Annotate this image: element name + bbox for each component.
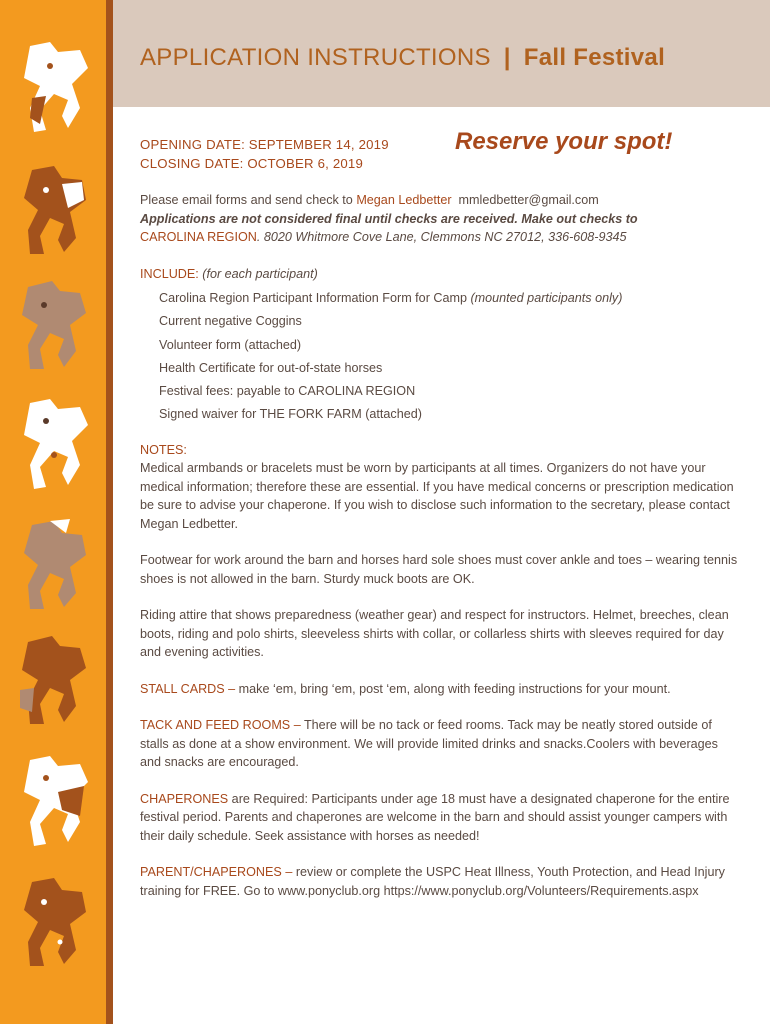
stall-cards-paragraph: STALL CARDS – make ‘em, bring ‘em, post ‘em, along with feeding instructions for your mount. [140, 681, 671, 696]
title-text: APPLICATION INSTRUCTIONS [140, 44, 491, 71]
notes-footwear: Footwear for work around the barn and horses hard sole shoes must cover ankle and toes – wearing tennis shoes is not allowed in the barn. Sturdy muck boots are OK. [140, 553, 738, 586]
horse-pattern-icon [10, 630, 94, 730]
tack-feed-paragraph: TACK AND FEED ROOMS – There will be no tack or feed rooms. Tack may be neatly stored outside of stalls as done at a show environment. We will provide limited drinks and snacks.Coolers with beverages and snacks are encouraged. [140, 718, 718, 770]
tack-feed-label: TACK AND FEED ROOMS – [140, 718, 301, 733]
include-label: INCLUDE: [140, 266, 199, 281]
chaperones-label: CHAPERONES [140, 791, 229, 806]
dates-block [140, 136, 740, 173]
page-title [140, 44, 665, 72]
notes-heading: NOTES: [140, 442, 187, 457]
include-qualifier: (for each participant) [202, 266, 318, 281]
instructions-body [140, 136, 740, 900]
horse-pattern-icon [10, 38, 94, 138]
contact-email-link[interactable]: mmledbetter@gmail.com [458, 193, 599, 207]
subtitle-text: Fall Festival [523, 44, 666, 71]
closing-date: CLOSING DATE: OCTOBER 6, 2019 [140, 155, 363, 171]
payee-name: CAROLINA REGION [140, 230, 257, 244]
include-list [159, 289, 740, 424]
reserve-callout: Reserve your spot! [455, 128, 673, 155]
list-item: Carolina Region Participant Information Form for Camp (mounted participants only) [159, 291, 623, 305]
list-item: Health Certificate for out-of-state horses [159, 360, 383, 375]
horse-pattern-icon [10, 752, 94, 852]
chaperones-paragraph: CHAPERONES are Required: Participants under age 18 must have a designated chaperone for the entire festival period. Parents and chaperones are welcome in the barn and should assist younger campers with their daily schedule. Seek assistance with horses as needed! [140, 791, 730, 843]
horse-pattern-icon [10, 515, 94, 615]
list-item: Festival fees: payable to CAROLINA REGION [159, 384, 416, 399]
list-item: Volunteer form (attached) [159, 337, 302, 352]
parent-chaperones-label: PARENT/CHAPERONES – [140, 865, 293, 880]
horse-pattern-icon [10, 275, 94, 375]
opening-date: OPENING DATE: SEPTEMBER 14, 2019 [140, 137, 389, 152]
contact-name-link[interactable]: Megan Ledbetter [356, 193, 452, 207]
notes-medical: Medical armbands or bracelets must be worn by participants at all times. Organizers do not have your medical information; therefore these are essential. If you have medical concerns or prescription medication be sure to advise your chaperone. If you wish to disclose such information to the secretary, please contact Megan Ledbetter. [140, 461, 734, 531]
horse-pattern-icon [10, 160, 94, 260]
decorative-sidebar [0, 0, 106, 1024]
sidebar-divider [106, 0, 113, 1024]
parent-chaperones-paragraph: PARENT/CHAPERONES – review or complete the USPC Heat Illness, Youth Protection, and Head Injury training for FREE. Go to www.ponyclub.org https://www.ponyclub.org/Volunteers/Requirements.aspx [140, 865, 725, 898]
include-heading [140, 265, 740, 284]
horse-pattern-icon [10, 872, 94, 972]
list-item: Current negative Coggins [159, 314, 302, 329]
title-separator: | [503, 44, 511, 71]
list-item: Signed waiver for THE FORK FARM (attached) [159, 407, 422, 422]
contact-intro: Please email forms and send check to [140, 193, 357, 207]
mailing-address: . 8020 Whitmore Cove Lane, Clemmons NC 27012, 336-608-9345 [256, 230, 627, 244]
notes-attire: Riding attire that shows preparedness (weather gear) and respect for instructors. Helmet, breeches, clean boots, riding and polo shirts, sleeveless shirts with collar, or collarless shirts with sleeves required for day and evening activities. [140, 608, 729, 660]
contact-paragraph [140, 191, 740, 247]
checks-note: Applications are not considered final until checks are received. Make out checks to [140, 211, 638, 226]
stall-cards-label: STALL CARDS – [140, 681, 236, 696]
horse-pattern-icon [10, 395, 94, 495]
